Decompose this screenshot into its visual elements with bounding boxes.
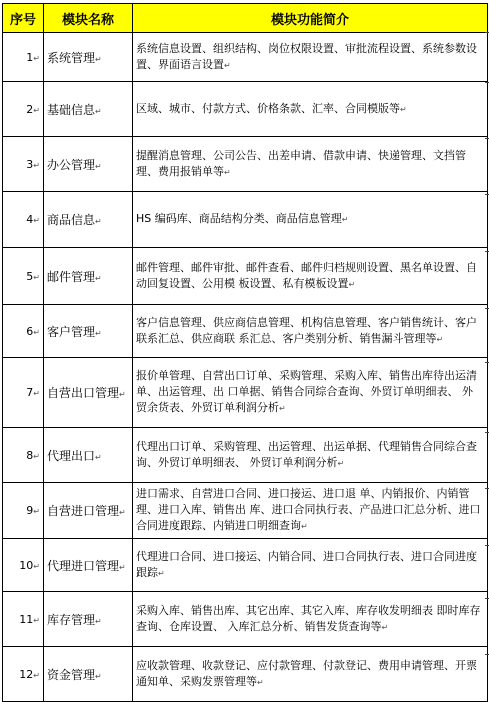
row-end-tick — [485, 432, 489, 433]
paragraph-mark-icon: ↵ — [337, 458, 345, 468]
paragraph-mark-icon: ↵ — [95, 452, 102, 462]
paragraph-mark-icon: ↵ — [301, 522, 308, 531]
row-num: 10 — [19, 558, 34, 572]
row-num: 9 — [26, 504, 34, 517]
paragraph-mark-icon: ↵ — [33, 216, 40, 225]
paragraph-mark-icon: ↵ — [95, 54, 102, 64]
row-name: 自营进口管理 — [47, 504, 120, 518]
table-row — [3, 428, 488, 483]
table-row — [3, 33, 488, 82]
header-desc: 模块功能简介 — [133, 4, 488, 33]
paragraph-mark-icon: ↵ — [436, 334, 444, 344]
row-num: 6 — [26, 324, 34, 338]
row-num: 1 — [26, 50, 34, 64]
paragraph-mark-icon: ↵ — [119, 562, 126, 572]
table-row — [3, 647, 488, 702]
row-end-tick — [485, 194, 489, 195]
paragraph-mark-icon: ↵ — [33, 160, 40, 170]
table-row — [3, 248, 488, 305]
paragraph-mark-icon: ↵ — [33, 105, 40, 115]
row-name: 办公管理 — [47, 157, 96, 172]
row-desc: 报价单管理、自营出口订单、采购管理、采购入库、销售出库待出运清单、出运管理、出 口单据、销售合同综合查询、外贸订单明细表、 外贸余货表、外贸订单利润分析 — [136, 369, 477, 414]
row-end-tick — [485, 32, 489, 33]
row-name: 自营出口管理 — [47, 386, 120, 400]
row-name: 库存管理 — [47, 612, 96, 627]
paragraph-mark-icon: ↵ — [33, 327, 40, 337]
row-desc: 客户信息管理、供应商信息管理、机构信息管理、客户销售统计、客户联系汇总、供应商联 系汇总、客户类别分析、销售漏斗管理等 — [136, 315, 477, 345]
row-num: 11 — [19, 612, 34, 626]
table-row — [3, 305, 488, 358]
paragraph-mark-icon: ↵ — [348, 279, 356, 289]
paragraph-mark-icon: ↵ — [33, 670, 40, 680]
row-desc: 邮件管理、邮件审批、邮件查看、邮件归档规则设置、黑名单设置、自动回复设置、公用模 板设置、私有模板设置 — [136, 260, 477, 290]
paragraph-mark-icon: ↵ — [279, 404, 286, 413]
module-table — [2, 3, 488, 702]
table-row — [3, 137, 488, 192]
table-row — [3, 483, 488, 539]
table-header-row — [3, 4, 488, 33]
row-desc: 采购入库、销售出库、其它出库、其它入库、库存收发明细表 即时库存查询、仓库设置、 入库汇总分析、销售发货查询等 — [136, 603, 481, 633]
paragraph-mark-icon: ↵ — [95, 161, 102, 171]
row-num: 3 — [26, 157, 34, 171]
paragraph-mark-icon: ↵ — [341, 215, 349, 224]
row-end-tick — [485, 308, 489, 309]
paragraph-mark-icon: ↵ — [33, 507, 40, 516]
paragraph-mark-icon: ↵ — [381, 622, 389, 632]
row-name: 基础信息 — [47, 102, 96, 117]
row-num: 5 — [26, 269, 34, 283]
row-name: 资金管理 — [47, 667, 96, 682]
row-desc: 提醒消息管理、公司公告、出差申请、借款申请、快递管理、文挡管理、费用报销单等 — [136, 148, 466, 178]
row-end-tick — [485, 362, 489, 363]
paragraph-mark-icon: ↵ — [119, 390, 126, 399]
row-name: 邮件管理 — [47, 269, 96, 284]
row-num: 8 — [26, 448, 34, 462]
row-desc: 区域、城市、付款方式、价格条款、汇率、合同模版等 — [136, 101, 400, 115]
row-end-tick — [485, 598, 489, 599]
row-desc: 进口需求、自营进口合同、进口接运、进口退 单、内销报价、内销管理、进口入库、销售出 库、进口合同执行表、产品进口汇总分析、进口合同进度跟踪、内销进口明细查询 — [136, 487, 481, 532]
paragraph-mark-icon: ↵ — [95, 273, 102, 283]
paragraph-mark-icon: ↵ — [95, 217, 102, 226]
row-desc: 系统信息设置、组织结构、岗位权限设置、审批流程设置、系统参数设置、界面语言设置 — [136, 41, 477, 71]
row-name: 客户管理 — [47, 324, 96, 339]
row-end-tick — [485, 545, 489, 546]
paragraph-mark-icon: ↵ — [33, 451, 40, 461]
row-end-tick — [485, 138, 489, 139]
table-row — [3, 592, 488, 647]
row-num: 12 — [19, 667, 34, 681]
row-desc: 代理出口订单、采购管理、出运管理、出运单据、代理销售合同综合查询、外贸订单明细表、 外贸订单利润分析 — [136, 439, 477, 469]
table-row — [3, 82, 488, 137]
header-num: 序号 — [3, 4, 44, 33]
paragraph-mark-icon: ↵ — [33, 615, 40, 625]
paragraph-mark-icon: ↵ — [33, 53, 40, 63]
row-name: 商品信息 — [47, 213, 96, 227]
table-row — [3, 539, 488, 592]
row-desc: 应收款管理、收款登记、应付款管理、付款登记、费用申请管理、开票通知单、采购发票管理等 — [136, 658, 477, 688]
paragraph-mark-icon: ↵ — [33, 561, 40, 571]
paragraph-mark-icon: ↵ — [95, 106, 102, 116]
paragraph-mark-icon: ↵ — [119, 508, 126, 517]
row-end-tick — [485, 488, 489, 489]
row-num: 7 — [26, 386, 34, 399]
paragraph-mark-icon: ↵ — [95, 671, 102, 681]
row-num: 4 — [26, 213, 34, 226]
row-end-tick — [485, 654, 489, 655]
paragraph-mark-icon: ↵ — [33, 389, 40, 398]
row-end-tick — [485, 82, 489, 83]
paragraph-mark-icon: ↵ — [95, 616, 102, 626]
row-desc: HS 编码库、商品结构分类、商品信息管理 — [136, 212, 342, 225]
table-row — [3, 358, 488, 428]
row-end-tick — [485, 251, 489, 252]
row-num: 2 — [26, 102, 34, 116]
paragraph-mark-icon: ↵ — [33, 272, 40, 282]
row-name: 系统管理 — [47, 50, 96, 65]
paragraph-mark-icon: ↵ — [224, 60, 231, 70]
paragraph-mark-icon: ↵ — [257, 677, 264, 687]
paragraph-mark-icon: ↵ — [158, 568, 165, 578]
paragraph-mark-icon: ↵ — [224, 167, 231, 177]
table-row — [3, 192, 488, 248]
paragraph-mark-icon: ↵ — [400, 104, 407, 114]
paragraph-mark-icon: ↵ — [95, 328, 102, 338]
row-desc: 代理进口合同、进口接运、内销合同、进口合同执行表、进口合同进度跟踪 — [136, 549, 477, 579]
header-name: 模块名称 — [44, 4, 133, 33]
row-name: 代理进口管理 — [47, 558, 120, 573]
row-name: 代理出口 — [47, 448, 96, 463]
